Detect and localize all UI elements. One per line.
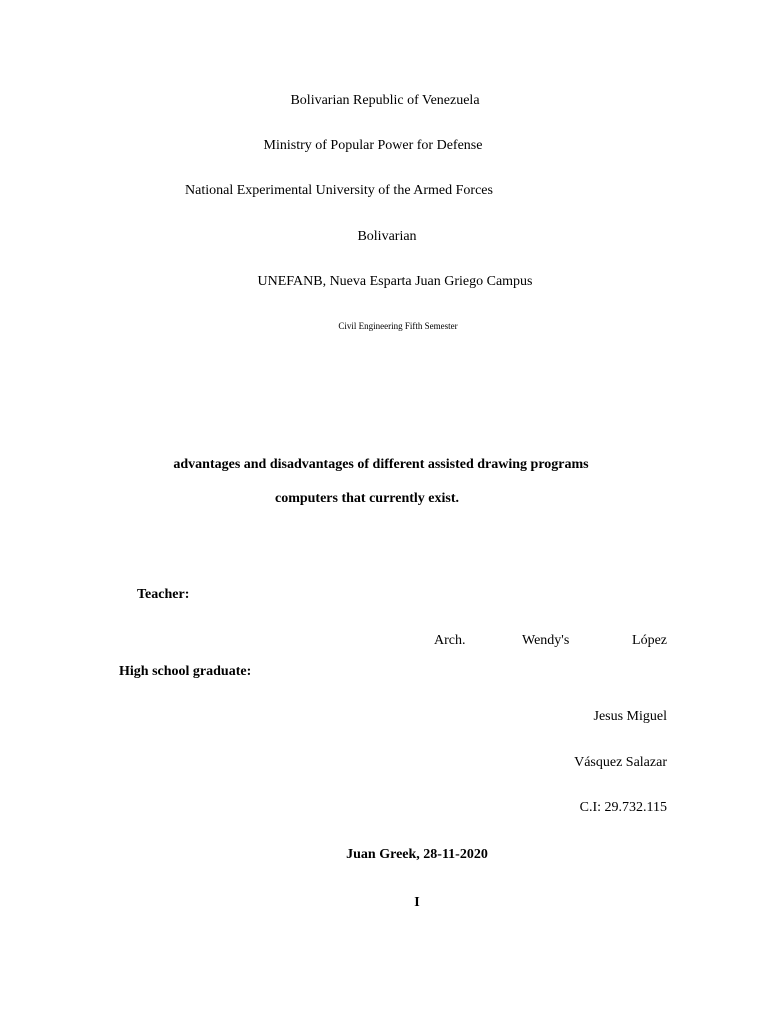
header-university: National Experimental University of the Armed Forces xyxy=(185,183,493,198)
teacher-label: Teacher: xyxy=(137,587,190,602)
student-name-line-1: Jesus Miguel xyxy=(593,709,667,724)
header-country: Bolivarian Republic of Venezuela xyxy=(290,93,480,108)
title-line-2: computers that currently exist. xyxy=(274,491,460,506)
header-ministry: Ministry of Popular Power for Defense xyxy=(263,138,483,153)
header-semester: Civil Engineering Fifth Semester xyxy=(338,321,458,331)
header-bolivarian: Bolivarian xyxy=(357,229,417,244)
teacher-name-part-1: Arch. xyxy=(434,633,466,648)
teacher-name-part-2: Wendy's xyxy=(522,633,570,648)
student-name-line-2: Vásquez Salazar xyxy=(574,755,667,770)
header-campus: UNEFANB, Nueva Esparta Juan Griego Campus xyxy=(257,274,533,289)
student-id: C.I: 29.732.115 xyxy=(579,800,667,815)
title-line-1: advantages and disadvantages of different assisted drawing programs xyxy=(173,457,589,472)
place-date: Juan Greek, 28-11-2020 xyxy=(346,847,488,862)
teacher-name-part-3: López xyxy=(632,633,667,648)
student-label: High school graduate: xyxy=(119,664,252,679)
page-number: I xyxy=(414,895,420,910)
